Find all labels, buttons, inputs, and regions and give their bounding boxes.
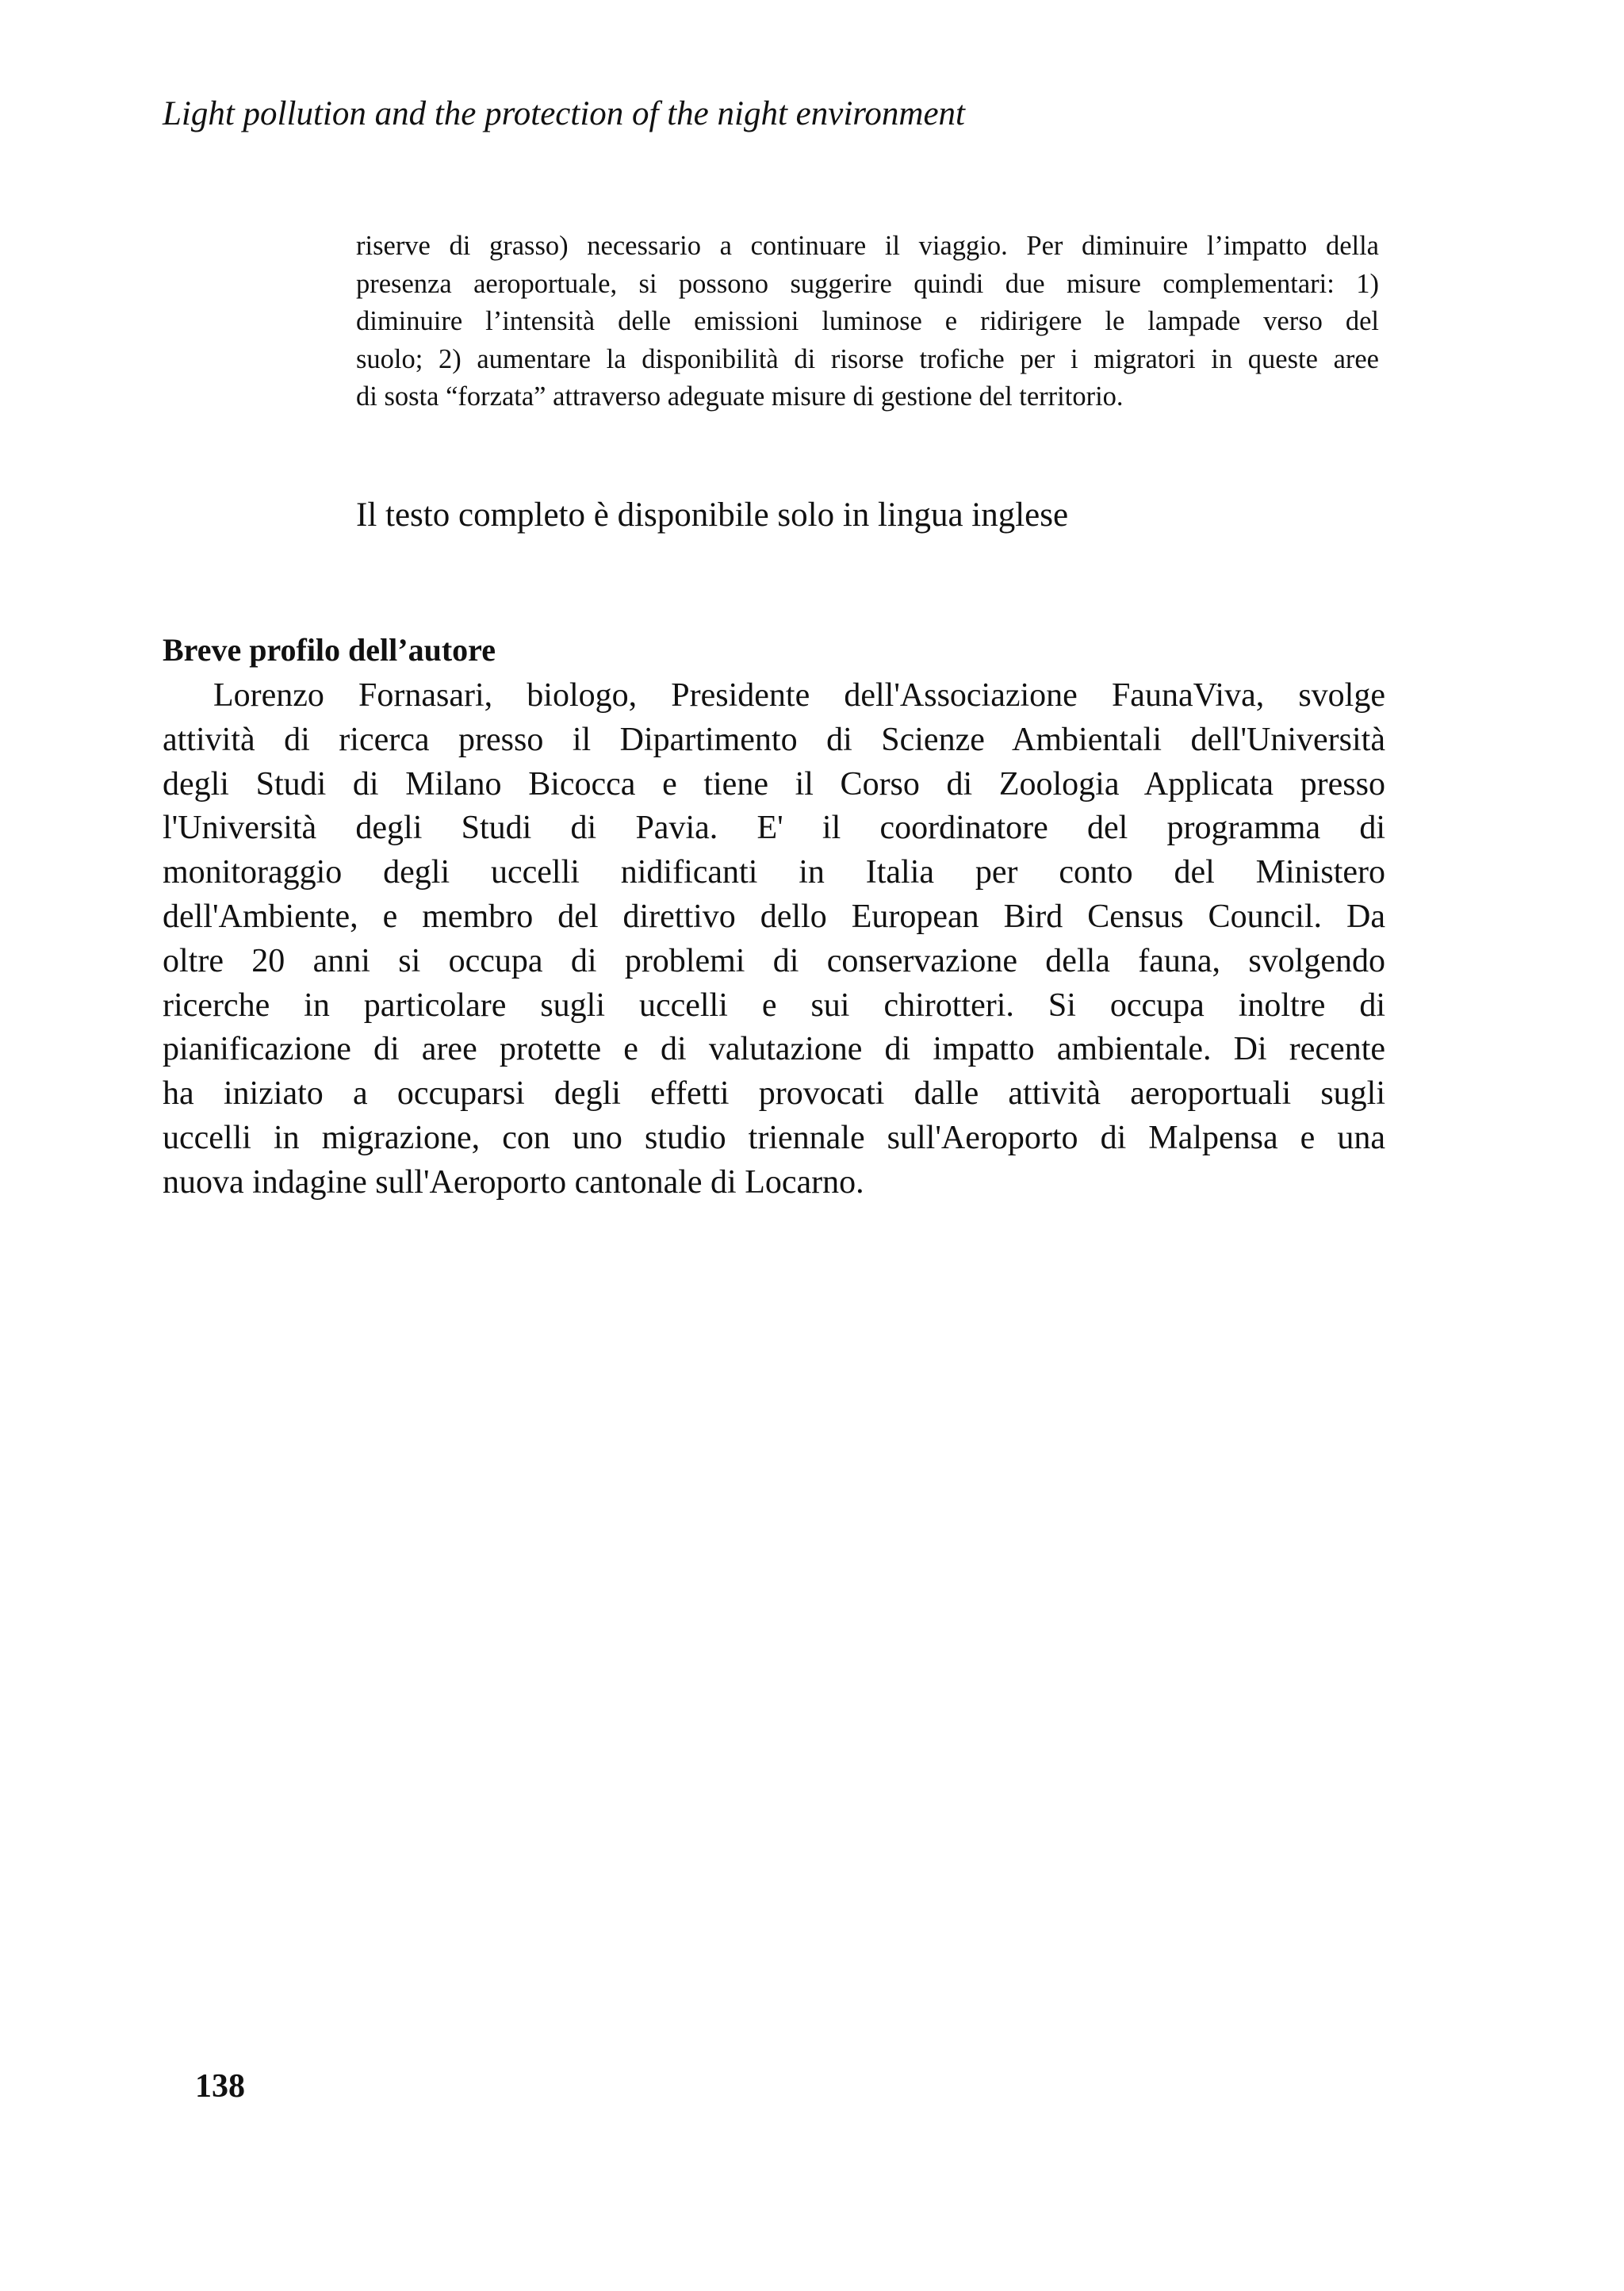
abstract-line: presenza aeroportuale, si possono suggerire quindi due misure complementari: 1) (356, 268, 1379, 299)
abstract-line: riserve di grasso) necessario a continuare il viaggio. Per diminuire l’impatto della (356, 231, 1379, 261)
author-profile-line: nuova indagine sull'Aeroporto cantonale di Locarno. (163, 1163, 864, 1201)
author-profile-line: uccelli in migrazione, con uno studio triennale sull'Aeroporto di Malpensa e una (163, 1119, 1385, 1156)
author-profile-line: ricerche in particolare sugli uccelli e sui chirotteri. Si occupa inoltre di (163, 987, 1385, 1024)
running-header: Light pollution and the protection of the night environment (163, 95, 965, 132)
author-profile-line: monitoraggio degli uccelli nidificanti in Italia per conto del Ministero (163, 854, 1385, 891)
author-profile-line: dell'Ambiente, e membro del direttivo dello European Bird Census Council. Da (163, 898, 1385, 935)
author-profile-line: pianificazione di aree protette e di valutazione di impatto ambientale. Di recente (163, 1031, 1385, 1068)
author-profile-line: degli Studi di Milano Bicocca e tiene il Corso di Zoologia Applicata presso (163, 765, 1385, 803)
author-profile-line: ha iniziato a occuparsi degli effetti provocati dalle attività aeroportuali sugli (163, 1075, 1385, 1113)
abstract-line: di sosta “forzata” attraverso adeguate misure di gestione del territorio. (356, 381, 1124, 412)
author-profile-line: Lorenzo Fornasari, biologo, Presidente dell'Associazione FaunaViva, svolge (213, 677, 1385, 714)
abstract-paragraph (356, 228, 1379, 416)
author-profile-paragraph (163, 674, 1385, 1205)
author-profile-line: oltre 20 anni si occupa di problemi di conservazione della fauna, svolgendo (163, 942, 1385, 979)
abstract-line: suolo; 2) aumentare la disponibilità di risorse trofiche per i migratori in queste aree (356, 343, 1379, 374)
author-profile-heading: Breve profilo dell’autore (163, 632, 496, 668)
author-profile-line: l'Università degli Studi di Pavia. E' il coordinatore del programma di (163, 810, 1385, 847)
abstract-line: diminuire l’intensità delle emissioni luminose e ridirigere le lampade verso del (356, 306, 1379, 336)
availability-note: Il testo completo è disponibile solo in lingua inglese (356, 496, 1069, 534)
page-number: 138 (195, 2068, 245, 2105)
author-profile-line: attività di ricerca presso il Dipartimento di Scienze Ambientali dell'Università (163, 721, 1385, 758)
